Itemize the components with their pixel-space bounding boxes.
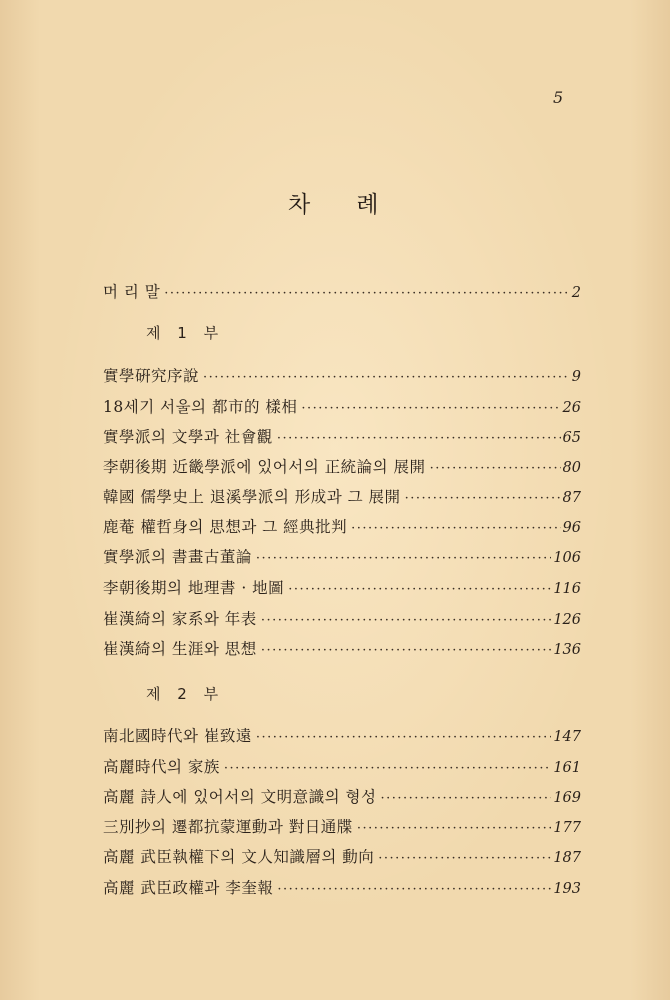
leader-dots xyxy=(261,643,552,658)
toc-entry-page: 87 xyxy=(562,490,581,506)
toc-entry[interactable] xyxy=(103,455,581,477)
toc-entry-page: 26 xyxy=(562,400,581,416)
toc-entry-page: 106 xyxy=(553,550,581,566)
toc-entry[interactable] xyxy=(103,876,581,898)
toc-entry-title: 머 리 말 xyxy=(103,283,161,301)
toc-entry-title: 韓國 儒學史上 退溪學派의 形成과 그 展開 xyxy=(103,488,401,506)
toc-entry-page: 147 xyxy=(553,729,581,745)
leader-dots xyxy=(357,821,552,836)
toc-entry-title: 18세기 서울의 都市的 樣相 xyxy=(103,398,298,416)
leader-dots xyxy=(277,431,561,446)
leader-dots xyxy=(288,582,551,597)
toc-entry-page: 2 xyxy=(571,285,581,301)
toc-entry[interactable] xyxy=(103,815,581,837)
toc-entry[interactable] xyxy=(103,845,581,867)
part-1-heading: 제 1 부 xyxy=(146,324,225,342)
leader-dots xyxy=(381,791,552,806)
toc-entry-title: 鹿菴 權哲身의 思想과 그 經典批判 xyxy=(103,518,348,536)
toc-entry[interactable] xyxy=(103,785,581,807)
leader-dots xyxy=(261,613,552,628)
toc-entry[interactable] xyxy=(103,395,581,417)
leader-dots xyxy=(256,730,551,745)
toc-entry-title: 高麗 武臣執權下의 文人知識層의 動向 xyxy=(103,848,375,866)
toc-entry-title: 李朝後期 近畿學派에 있어서의 正統論의 展開 xyxy=(103,458,426,476)
leader-dots xyxy=(405,491,561,506)
toc-entry[interactable] xyxy=(103,755,581,777)
title-char-1: 차 xyxy=(288,192,311,218)
toc-entry[interactable] xyxy=(103,425,581,447)
toc-entry-title: 高麗時代의 家族 xyxy=(103,758,220,776)
toc-entry-title: 南北國時代와 崔致遠 xyxy=(103,727,252,745)
title-char-2: 례 xyxy=(356,192,379,218)
leader-dots xyxy=(256,551,551,566)
toc-entry-title: 崔漢綺의 家系와 年表 xyxy=(103,610,257,628)
toc-entry-page: 126 xyxy=(553,612,581,628)
toc-entry-page: 193 xyxy=(553,881,581,897)
toc-entry[interactable] xyxy=(103,485,581,507)
toc-entry-page: 65 xyxy=(562,430,581,446)
page-number: 5 xyxy=(553,88,564,107)
leader-dots xyxy=(164,286,569,301)
leader-dots xyxy=(203,370,569,385)
toc-entry-page: 116 xyxy=(553,581,581,597)
toc-entry-page: 80 xyxy=(562,460,581,476)
leader-dots xyxy=(430,461,561,476)
toc-entry-page: 136 xyxy=(553,642,581,658)
leader-dots xyxy=(378,851,551,866)
toc-entry-page: 187 xyxy=(553,850,581,866)
page-title xyxy=(288,186,378,219)
toc-entry-page: 161 xyxy=(553,760,581,776)
toc-entry-title: 實學硏究序說 xyxy=(103,367,200,385)
part-2-heading: 제 2 부 xyxy=(146,685,225,703)
toc-entry-page: 96 xyxy=(562,520,581,536)
toc-entry-page: 169 xyxy=(553,790,581,806)
toc-entry[interactable] xyxy=(103,637,581,659)
toc-entry-title: 高麗 詩人에 있어서의 文明意識의 형성 xyxy=(103,788,377,806)
toc-entry-title: 三別抄의 遷都抗蒙運動과 對日通牒 xyxy=(103,818,353,836)
toc-entry-title: 實學派의 文學과 社會觀 xyxy=(103,428,273,446)
toc-entry[interactable] xyxy=(103,724,581,746)
leader-dots xyxy=(351,521,560,536)
toc-entry-preface[interactable] xyxy=(103,280,581,302)
toc-entry-page: 177 xyxy=(553,820,581,836)
toc-entry-title: 崔漢綺의 生涯와 思想 xyxy=(103,640,257,658)
toc-entry-title: 李朝後期의 地理書 · 地圖 xyxy=(103,579,285,597)
leader-dots xyxy=(277,882,551,897)
leader-dots xyxy=(224,761,551,776)
toc-entry[interactable] xyxy=(103,364,581,386)
leader-dots xyxy=(301,401,560,416)
toc-entry-page: 9 xyxy=(571,369,581,385)
toc-entry[interactable] xyxy=(103,576,581,598)
toc-entry[interactable] xyxy=(103,515,581,537)
toc-entry-title: 高麗 武臣政權과 李奎報 xyxy=(103,879,274,897)
toc-entry[interactable] xyxy=(103,545,581,567)
toc-entry-title: 實學派의 書畫古董論 xyxy=(103,548,252,566)
toc-entry[interactable] xyxy=(103,607,581,629)
